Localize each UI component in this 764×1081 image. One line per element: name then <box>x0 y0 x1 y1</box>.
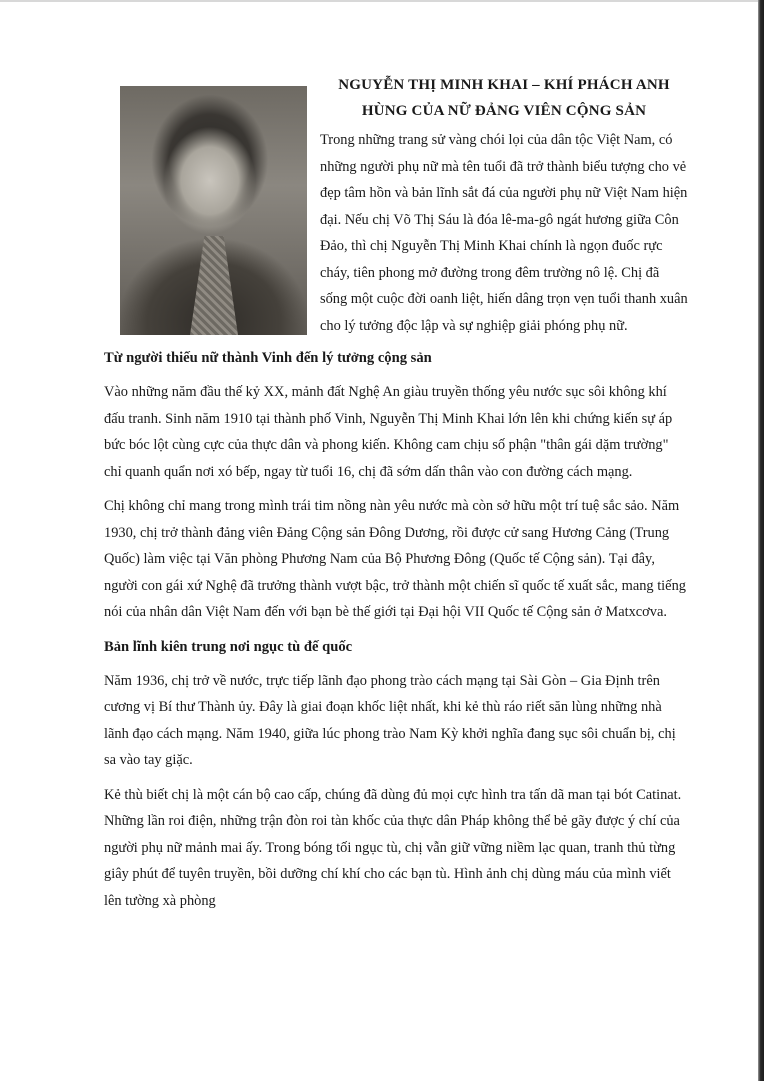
portrait-photo <box>120 86 307 335</box>
page-right-shadow <box>758 0 764 1081</box>
paragraph: Kẻ thù biết chị là một cán bộ cao cấp, chúng đã dùng đủ mọi cực hình tra tấn dã man tại bót Catinat. Những lần roi điện, những trận đòn roi tàn khốc của thực dân Pháp không thể bẻ gãy được ý chí của người phụ nữ mảnh mai ấy. Trong bóng tối ngục tù, chị vẫn giữ vững niềm lạc quan, tranh thủ từng giây phút để tuyên truyền, bồi dưỡng chí khí cho các bạn tù. Hình ảnh chị dùng máu của mình viết lên tường xà phòng <box>104 786 682 909</box>
page-top-border <box>0 0 758 2</box>
section-heading-1: Từ người thiếu nữ thành Vinh đến lý tưởng cộng sản <box>104 350 432 366</box>
paragraph: Vào những năm đầu thế kỷ XX, mảnh đất Nghệ An giàu truyền thống yêu nước sục sôi không khí đấu tranh. Sinh năm 1910 tại thành phố Vinh, Nguyễn Thị Minh Khai lớn lên khi chứng kiến sự áp bức bóc lột cùng cực của thực dân và phong kiến. Không cam chịu số phận "thân gái dặm trường" chỉ quanh quẩn nơi xó bếp, ngay từ tuổi 16, chị đã sớm dấn thân vào con đường cách mạng. <box>104 384 673 480</box>
document-page <box>104 72 688 922</box>
section-heading-2: Bản lĩnh kiên trung nơi ngục tù đế quốc <box>104 638 353 655</box>
article-title: NGUYỄN THỊ MINH KHAI – KHÍ PHÁCH ANH HÙNG CỦA NỮ ĐẢNG VIÊN CỘNG SẢN <box>338 77 670 119</box>
paragraph: Chị không chỉ mang trong mình trái tim nồng nàn yêu nước mà còn sở hữu một trí tuệ sắc sảo. Năm 1930, chị trở thành đảng viên Đảng Cộng sản Đông Dương, rồi được cử sang Hương Cảng (Trung Quốc) làm việc tại Văn phòng Phương Nam của Bộ Phương Đông (Quốc tế Cộng sản). Tại đây, người con gái xứ Nghệ đã trưởng thành vượt bậc, trở thành một chiến sĩ quốc tế xuất sắc, mang tiếng nói của nhân dân Việt Nam đến với bạn bè thế giới tại Đại hội VII Quốc tế Cộng sản ở Matxcơva. <box>104 498 686 620</box>
intro-paragraph: Trong những trang sử vàng chói lọi của dân tộc Việt Nam, có những người phụ nữ mà tên tuổi đã trở thành biểu tượng cho vẻ đẹp tâm hồn và bản lĩnh sắt đá của người phụ nữ Việt Nam hiện đại. Nếu chị Võ Thị Sáu là đóa lê-ma-gô ngát hương giữa Côn Đảo, thì chị Nguyễn Thị Minh Khai chính là ngọn đuốc rực cháy, tiên phong mở đường trong đêm trường nô lệ. Chị đã sống một cuộc đời oanh liệt, hiến dâng trọn vẹn tuổi thanh xuân cho lý tưởng độc lập và sự nghiệp giải phóng phụ nữ. <box>320 132 688 334</box>
portrait-collar <box>190 236 238 335</box>
paragraph: Năm 1936, chị trở về nước, trực tiếp lãnh đạo phong trào cách mạng tại Sài Gòn – Gia Định trên cương vị Bí thư Thành ủy. Đây là giai đoạn khốc liệt nhất, khi kẻ thù ráo riết săn lùng những nhà lãnh đạo cách mạng. Năm 1940, giữa lúc phong trào Nam Kỳ khởi nghĩa đang sục sôi chuẩn bị, chị sa vào tay giặc. <box>104 672 676 768</box>
